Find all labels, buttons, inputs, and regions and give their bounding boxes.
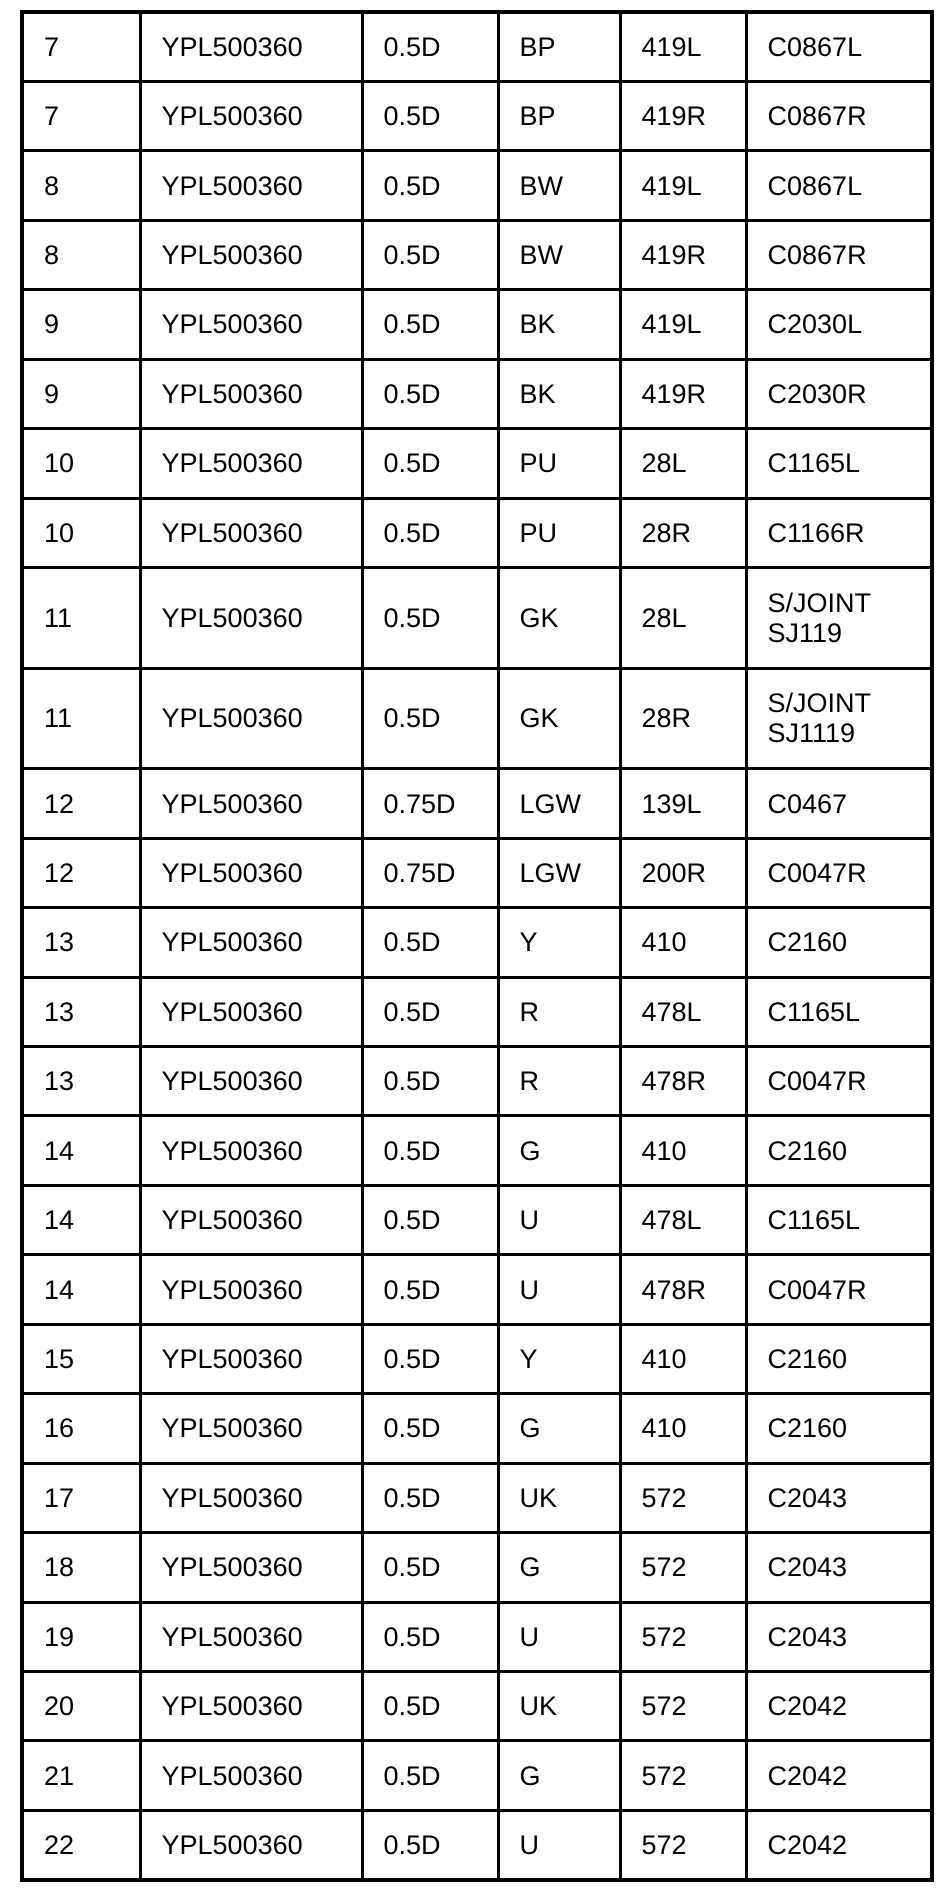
connector-cell: C0047R <box>746 1047 932 1116</box>
part-number-cell: YPL500360 <box>140 1255 362 1324</box>
circuit-number-cell: 12 <box>22 769 140 838</box>
terminal-cell: 28R <box>620 498 746 567</box>
table-row <box>22 1671 932 1740</box>
wire-color-cell: U <box>498 1810 620 1880</box>
table-row <box>22 12 932 81</box>
wiring-table-container <box>20 10 930 1882</box>
table-row <box>22 1185 932 1254</box>
wire-size-cell: 0.5D <box>362 977 498 1046</box>
connector-cell: C1165L <box>746 429 932 498</box>
connector-cell: C2043 <box>746 1463 932 1532</box>
circuit-number-cell: 7 <box>22 81 140 150</box>
part-number-cell: YPL500360 <box>140 668 362 769</box>
table-row <box>22 568 932 669</box>
part-number-cell: YPL500360 <box>140 1324 362 1393</box>
wire-color-cell: PU <box>498 429 620 498</box>
circuit-number-cell: 14 <box>22 1116 140 1185</box>
terminal-cell: 572 <box>620 1533 746 1602</box>
circuit-number-cell: 7 <box>22 12 140 81</box>
part-number-cell: YPL500360 <box>140 1741 362 1810</box>
circuit-number-cell: 13 <box>22 1047 140 1116</box>
terminal-cell: 478L <box>620 1185 746 1254</box>
table-row <box>22 1810 932 1880</box>
circuit-number-cell: 14 <box>22 1185 140 1254</box>
table-row <box>22 429 932 498</box>
wire-size-cell: 0.5D <box>362 1185 498 1254</box>
terminal-cell: 410 <box>620 908 746 977</box>
connector-cell: C1165L <box>746 1185 932 1254</box>
circuit-number-cell: 15 <box>22 1324 140 1393</box>
connector-cell: C2043 <box>746 1533 932 1602</box>
connector-cell: C0867R <box>746 220 932 289</box>
terminal-cell: 410 <box>620 1116 746 1185</box>
connector-cell: S/JOINT SJ1119 <box>746 668 932 769</box>
table-row <box>22 290 932 359</box>
wire-color-cell: BP <box>498 81 620 150</box>
wire-size-cell: 0.5D <box>362 1533 498 1602</box>
part-number-cell: YPL500360 <box>140 220 362 289</box>
terminal-cell: 572 <box>620 1602 746 1671</box>
table-row <box>22 769 932 838</box>
table-row <box>22 1463 932 1532</box>
wire-color-cell: Y <box>498 1324 620 1393</box>
connector-cell: C2160 <box>746 1116 932 1185</box>
terminal-cell: 410 <box>620 1324 746 1393</box>
table-row <box>22 1324 932 1393</box>
circuit-number-cell: 13 <box>22 908 140 977</box>
wiring-table <box>20 10 934 1882</box>
terminal-cell: 410 <box>620 1394 746 1463</box>
terminal-cell: 200R <box>620 838 746 907</box>
circuit-number-cell: 10 <box>22 429 140 498</box>
part-number-cell: YPL500360 <box>140 1116 362 1185</box>
terminal-cell: 28R <box>620 668 746 769</box>
table-row <box>22 1741 932 1810</box>
wire-size-cell: 0.5D <box>362 1116 498 1185</box>
wire-color-cell: LGW <box>498 769 620 838</box>
part-number-cell: YPL500360 <box>140 151 362 220</box>
circuit-number-cell: 12 <box>22 838 140 907</box>
wire-size-cell: 0.5D <box>362 498 498 567</box>
connector-cell: C1165L <box>746 977 932 1046</box>
table-row <box>22 838 932 907</box>
wire-size-cell: 0.5D <box>362 1810 498 1880</box>
terminal-cell: 28L <box>620 429 746 498</box>
wire-size-cell: 0.5D <box>362 81 498 150</box>
wire-color-cell: G <box>498 1394 620 1463</box>
circuit-number-cell: 17 <box>22 1463 140 1532</box>
circuit-number-cell: 19 <box>22 1602 140 1671</box>
terminal-cell: 419R <box>620 81 746 150</box>
table-row <box>22 1116 932 1185</box>
connector-cell: C2030L <box>746 290 932 359</box>
connector-cell: C2160 <box>746 908 932 977</box>
terminal-cell: 572 <box>620 1810 746 1880</box>
wire-size-cell: 0.5D <box>362 151 498 220</box>
part-number-cell: YPL500360 <box>140 838 362 907</box>
circuit-number-cell: 13 <box>22 977 140 1046</box>
wire-color-cell: UK <box>498 1463 620 1532</box>
wire-color-cell: PU <box>498 498 620 567</box>
part-number-cell: YPL500360 <box>140 1185 362 1254</box>
table-row <box>22 1602 932 1671</box>
wire-size-cell: 0.5D <box>362 290 498 359</box>
part-number-cell: YPL500360 <box>140 908 362 977</box>
connector-cell: C0047R <box>746 838 932 907</box>
wire-size-cell: 0.5D <box>362 429 498 498</box>
wire-size-cell: 0.5D <box>362 1394 498 1463</box>
table-row <box>22 908 932 977</box>
wire-size-cell: 0.5D <box>362 1324 498 1393</box>
table-row <box>22 1047 932 1116</box>
wire-color-cell: G <box>498 1741 620 1810</box>
connector-cell: C0867R <box>746 81 932 150</box>
part-number-cell: YPL500360 <box>140 290 362 359</box>
circuit-number-cell: 21 <box>22 1741 140 1810</box>
wire-size-cell: 0.5D <box>362 1602 498 1671</box>
wire-size-cell: 0.5D <box>362 359 498 428</box>
circuit-number-cell: 8 <box>22 151 140 220</box>
wiring-table-body <box>22 12 932 1880</box>
wire-color-cell: GK <box>498 668 620 769</box>
circuit-number-cell: 8 <box>22 220 140 289</box>
wire-size-cell: 0.5D <box>362 1047 498 1116</box>
circuit-number-cell: 22 <box>22 1810 140 1880</box>
table-row <box>22 977 932 1046</box>
table-row <box>22 668 932 769</box>
part-number-cell: YPL500360 <box>140 568 362 669</box>
terminal-cell: 572 <box>620 1741 746 1810</box>
terminal-cell: 478R <box>620 1255 746 1324</box>
table-row <box>22 1394 932 1463</box>
part-number-cell: YPL500360 <box>140 1047 362 1116</box>
terminal-cell: 478L <box>620 977 746 1046</box>
connector-cell: C0867L <box>746 151 932 220</box>
wire-size-cell: 0.5D <box>362 1463 498 1532</box>
connector-cell: C2042 <box>746 1671 932 1740</box>
wire-color-cell: U <box>498 1185 620 1254</box>
terminal-cell: 139L <box>620 769 746 838</box>
part-number-cell: YPL500360 <box>140 1671 362 1740</box>
part-number-cell: YPL500360 <box>140 977 362 1046</box>
part-number-cell: YPL500360 <box>140 1810 362 1880</box>
wire-color-cell: BW <box>498 151 620 220</box>
wire-color-cell: BW <box>498 220 620 289</box>
wire-size-cell: 0.75D <box>362 769 498 838</box>
wire-color-cell: U <box>498 1255 620 1324</box>
part-number-cell: YPL500360 <box>140 1463 362 1532</box>
circuit-number-cell: 11 <box>22 668 140 769</box>
table-row <box>22 151 932 220</box>
table-row <box>22 498 932 567</box>
connector-cell: C2160 <box>746 1394 932 1463</box>
circuit-number-cell: 10 <box>22 498 140 567</box>
terminal-cell: 572 <box>620 1671 746 1740</box>
part-number-cell: YPL500360 <box>140 1533 362 1602</box>
connector-cell: C2042 <box>746 1741 932 1810</box>
terminal-cell: 419L <box>620 290 746 359</box>
part-number-cell: YPL500360 <box>140 769 362 838</box>
wire-size-cell: 0.5D <box>362 568 498 669</box>
table-row <box>22 220 932 289</box>
terminal-cell: 572 <box>620 1463 746 1532</box>
wire-size-cell: 0.5D <box>362 220 498 289</box>
wire-color-cell: U <box>498 1602 620 1671</box>
connector-cell: C2042 <box>746 1810 932 1880</box>
wire-color-cell: Y <box>498 908 620 977</box>
circuit-number-cell: 16 <box>22 1394 140 1463</box>
circuit-number-cell: 9 <box>22 359 140 428</box>
table-row <box>22 1255 932 1324</box>
wire-color-cell: GK <box>498 568 620 669</box>
wire-size-cell: 0.5D <box>362 1671 498 1740</box>
table-row <box>22 359 932 428</box>
wire-size-cell: 0.5D <box>362 668 498 769</box>
wire-color-cell: UK <box>498 1671 620 1740</box>
wire-color-cell: BK <box>498 359 620 428</box>
terminal-cell: 419L <box>620 151 746 220</box>
circuit-number-cell: 14 <box>22 1255 140 1324</box>
circuit-number-cell: 20 <box>22 1671 140 1740</box>
connector-cell: C2160 <box>746 1324 932 1393</box>
circuit-number-cell: 18 <box>22 1533 140 1602</box>
table-row <box>22 1533 932 1602</box>
circuit-number-cell: 9 <box>22 290 140 359</box>
wire-color-cell: R <box>498 1047 620 1116</box>
part-number-cell: YPL500360 <box>140 12 362 81</box>
wire-color-cell: BK <box>498 290 620 359</box>
part-number-cell: YPL500360 <box>140 1394 362 1463</box>
wire-size-cell: 0.5D <box>362 1255 498 1324</box>
terminal-cell: 478R <box>620 1047 746 1116</box>
connector-cell: C0867L <box>746 12 932 81</box>
part-number-cell: YPL500360 <box>140 81 362 150</box>
wire-size-cell: 0.5D <box>362 1741 498 1810</box>
wire-size-cell: 0.75D <box>362 838 498 907</box>
terminal-cell: 28L <box>620 568 746 669</box>
connector-cell: S/JOINT SJ119 <box>746 568 932 669</box>
connector-cell: C0047R <box>746 1255 932 1324</box>
wire-size-cell: 0.5D <box>362 12 498 81</box>
terminal-cell: 419L <box>620 12 746 81</box>
wire-color-cell: R <box>498 977 620 1046</box>
wire-size-cell: 0.5D <box>362 908 498 977</box>
part-number-cell: YPL500360 <box>140 429 362 498</box>
connector-cell: C1166R <box>746 498 932 567</box>
wire-color-cell: G <box>498 1116 620 1185</box>
connector-cell: C0467 <box>746 769 932 838</box>
circuit-number-cell: 11 <box>22 568 140 669</box>
terminal-cell: 419R <box>620 359 746 428</box>
wire-color-cell: BP <box>498 12 620 81</box>
part-number-cell: YPL500360 <box>140 359 362 428</box>
connector-cell: C2030R <box>746 359 932 428</box>
part-number-cell: YPL500360 <box>140 1602 362 1671</box>
wire-color-cell: G <box>498 1533 620 1602</box>
terminal-cell: 419R <box>620 220 746 289</box>
connector-cell: C2043 <box>746 1602 932 1671</box>
part-number-cell: YPL500360 <box>140 498 362 567</box>
wire-color-cell: LGW <box>498 838 620 907</box>
table-row <box>22 81 932 150</box>
